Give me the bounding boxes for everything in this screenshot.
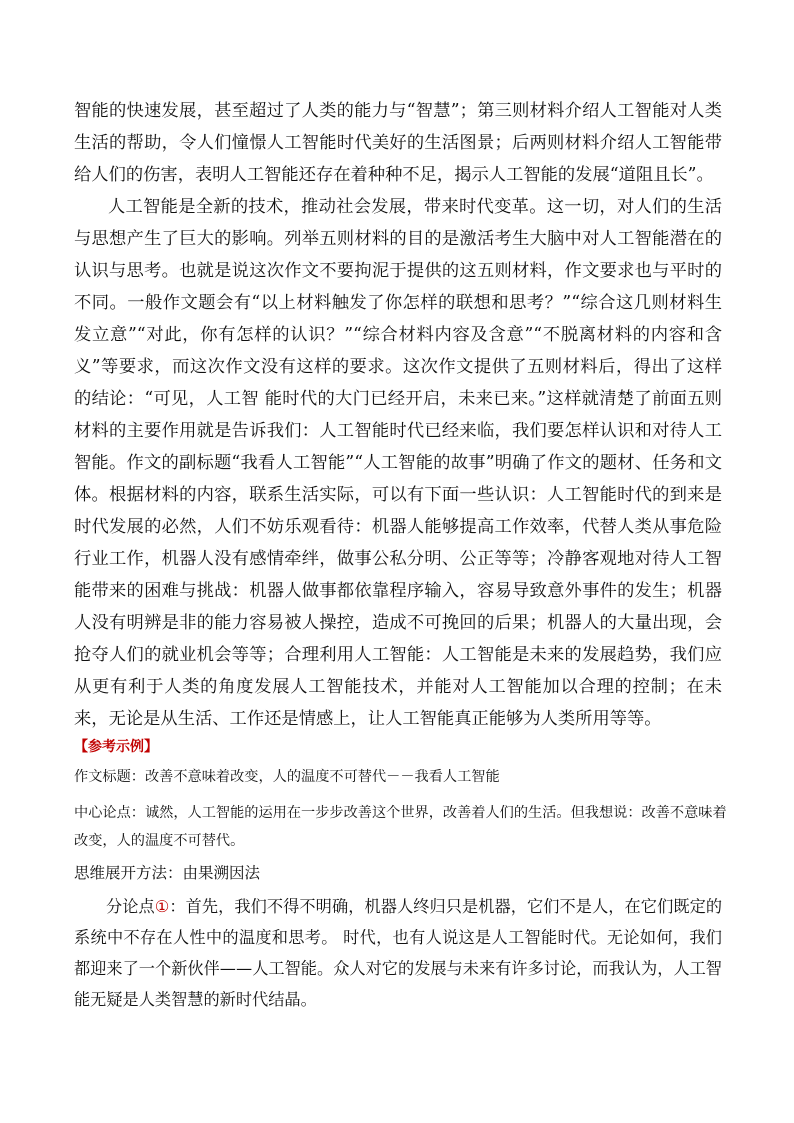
thesis-line-1: 中心论点：诚然，人工智能的运用在一步步改善这个世界，改善着人们的生活。但我想说：改善不意味着 xyxy=(74,805,727,821)
method-line: 思维展开方法：由果溯因法 xyxy=(74,864,261,882)
point-label: 分论点 xyxy=(106,897,155,916)
essay-title: 作文标题：改善不意味着改变，人的温度不可替代－－我看人工智能 xyxy=(74,769,500,785)
point-text: ：首先，我们不得不明确，机器人终归只是机器，它们不是人，在它们既定的系统中不存在人性中的温度和思考。 时代，也有人说这是人工智能时代。无论如何，我们都迎来了一个新伙伴——人工智能。众人对它的发展与未来有许多讨论，而我认为，人工智能无疑是人类智慧的新时代结晶。 xyxy=(74,897,723,1009)
paragraph-1: 智能的快速发展，甚至超过了人类的能力与“智慧”；第三则材料介绍人工智能对人类生活的帮助，令人们憧憬人工智能时代美好的生活图景；后两则材料介绍人工智能带给人们的伤害，表明人工智能还存在着种种不足，揭示人工智能的发展“道阻且长”。 xyxy=(74,101,722,185)
reference-heading: 【参考示例】 xyxy=(74,739,158,755)
point-number: ① xyxy=(154,897,170,916)
sub-point-paragraph xyxy=(74,891,722,1015)
analysis-text xyxy=(74,95,722,735)
thesis-line-2: 改变，人的温度不可替代。 xyxy=(74,833,245,849)
paragraph-2: 人工智能是全新的技术，推动社会发展，带来时代变革。这一切，对人们的生活与思想产生了巨大的影响。列举五则材料的目的是激活考生大脑中对人工智能潜在的认识与思考。也就是说这次作文不要拘泥于提供的这五则材料，作文要求也与平时的不同。一般作文题会有“以上材料触发了你怎样的联想和思考？”“综合这几则材料生发立意”“对此，你有怎样的认识？”“综合材料内容及含意”“不脱离材料的内容和含义”等要求，而这次作文没有这样的要求。这次作文提供了五则材料后，得出了这样的结论：“可见，人工智 能时代的大门已经开启，未来已来。”这样就清楚了前面五则材料的主要作用就是告诉我们：人工智能时代已经来临，我们要怎样认识和对待人工智能。作文的副标题“我看人工智能”“人工智能的故事”明确了作文的题材、任务和文体。根据材料的内容，联系生活实际，可以有下面一些认识：人工智能时代的到来是时代发展的必然，人们不妨乐观看待：机器人能够提高工作效率，代替人类从事危险行业工作，机器人没有感情牵绊，做事公私分明、公正等等；冷静客观地对待人工智能带来的困难与挑战：机器人做事都依靠程序输入，容易导致意外事件的发生；机器人没有明辨是非的能力容易被人操控，造成不可挽回的后果；机器人的大量出现，会抢夺人们的就业机会等等；合理利用人工智能：人工智能是未来的发展趋势，我们应从更有利于人类的角度发展人工智能技术，并能对人工智能加以合理的控制；在未来，无论是从生活、工作还是情感上，让人工智能真正能够为人类所用等等。 xyxy=(74,197,722,729)
